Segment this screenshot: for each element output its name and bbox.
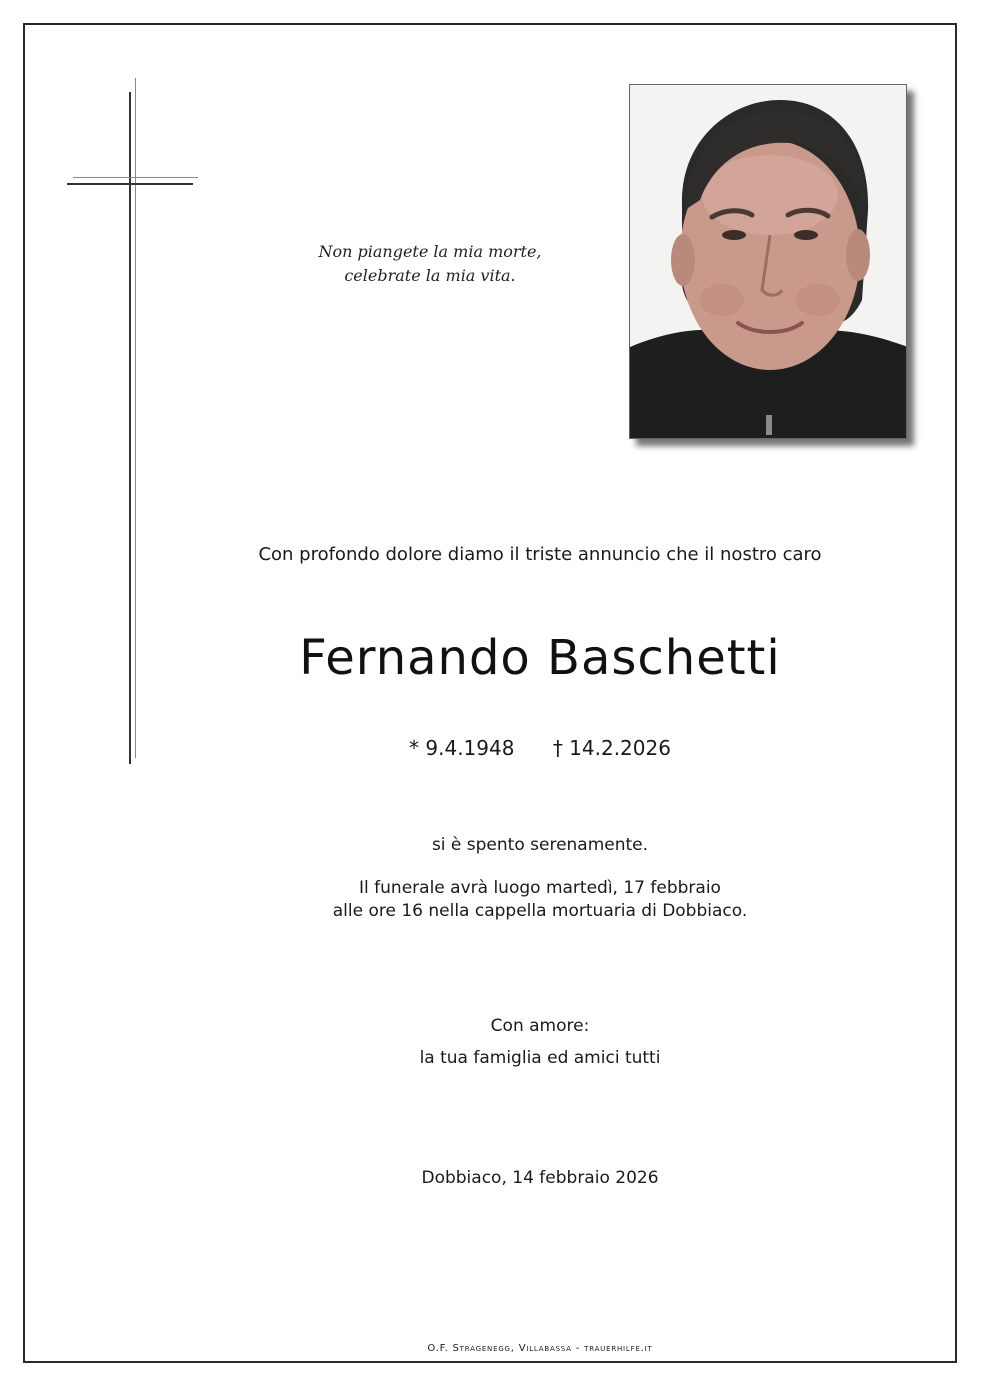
funeral-line-2: alle ore 16 nella cappella mortuaria di Dobbiaco. bbox=[332, 901, 748, 921]
footer-credit: O.F. Stragenegg, Villabassa - trauerhilfe.it bbox=[427, 1343, 653, 1354]
quote-line-1: Non piangete la mia morte, bbox=[318, 242, 542, 261]
signature bbox=[80, 1010, 982, 1074]
quote bbox=[300, 240, 560, 288]
cross-horizontal-line-light bbox=[73, 177, 198, 178]
signature-line-1: Con amore: bbox=[490, 1016, 590, 1036]
funeral-line-1: Il funerale avrà luogo martedì, 17 febbraio bbox=[359, 878, 721, 898]
deceased-name: Fernando Baschetti bbox=[299, 630, 781, 686]
signature-line-2: la tua famiglia ed amici tutti bbox=[419, 1048, 661, 1068]
life-dates bbox=[80, 736, 982, 760]
death-date: † 14.2.2026 bbox=[552, 736, 671, 760]
place-date: Dobbiaco, 14 febbraio 2026 bbox=[421, 1168, 659, 1188]
funeral-info bbox=[80, 877, 982, 923]
portrait-icon bbox=[630, 85, 907, 439]
passed-text: si è spento serenamente. bbox=[431, 835, 649, 855]
cross-horizontal-line bbox=[67, 183, 193, 185]
intro-text: Con profondo dolore diamo il triste annuncio che il nostro caro bbox=[258, 544, 822, 565]
birth-date: * 9.4.1948 bbox=[409, 736, 515, 760]
portrait-photo bbox=[629, 84, 907, 439]
quote-line-2: celebrate la mia vita. bbox=[344, 266, 516, 285]
